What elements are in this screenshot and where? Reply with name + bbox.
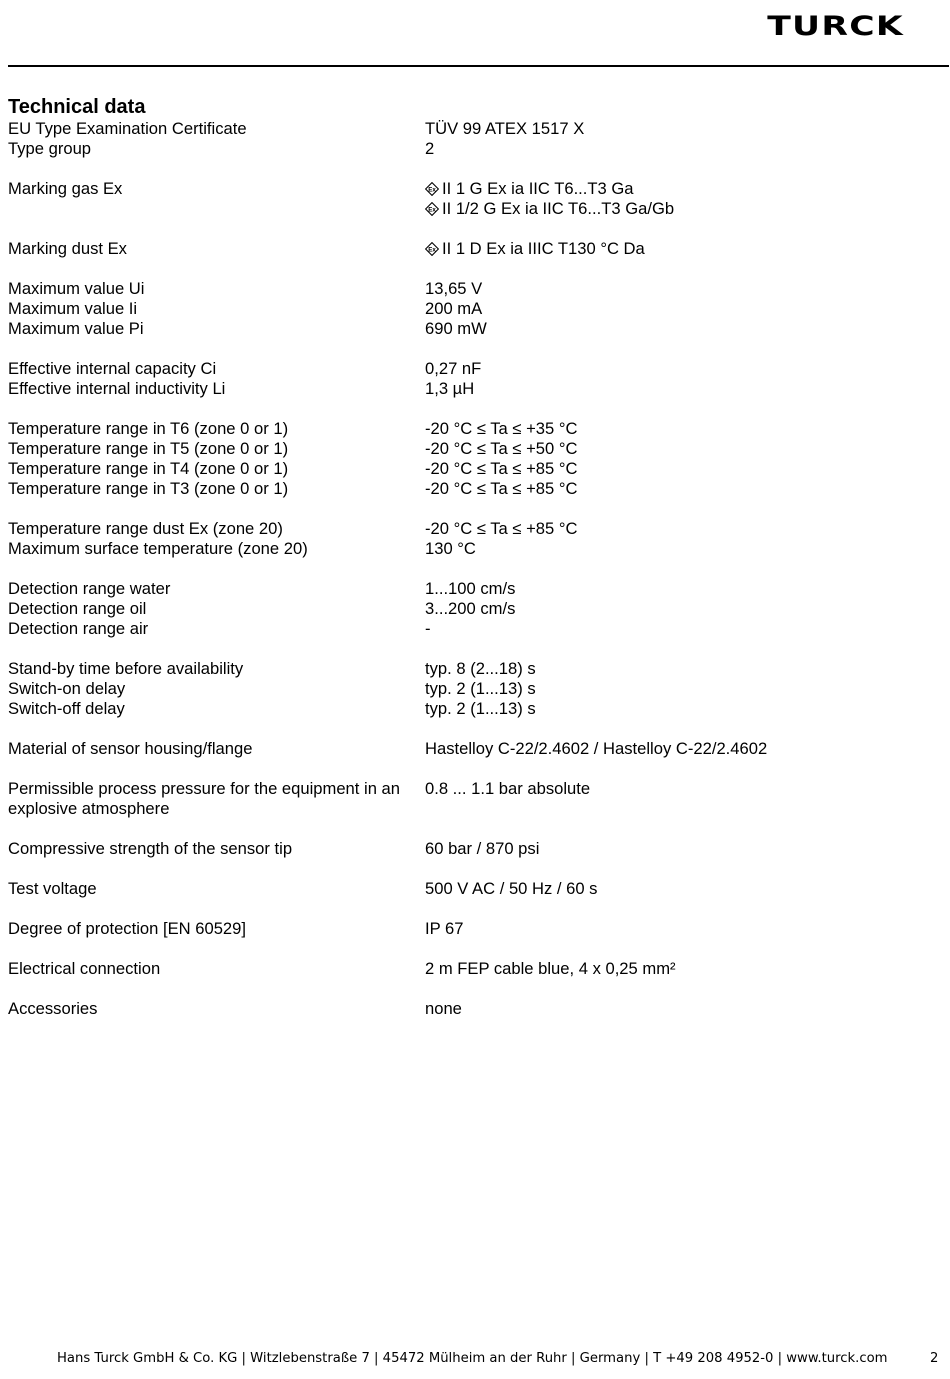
spec-value-text: 1,3 µH [425, 379, 475, 398]
spec-value-text: II 1 G Ex ia IIC T6...T3 Ga [442, 179, 634, 198]
spec-value [425, 619, 938, 639]
spec-value-text: none [425, 999, 462, 1018]
spec-value-line [425, 839, 938, 859]
spec-value-text: -20 °C ≤ Ta ≤ +35 °C [425, 419, 578, 438]
spec-row [8, 619, 938, 639]
spec-value [425, 239, 938, 259]
ex-marking-icon [425, 201, 439, 215]
spec-value-text: 500 V AC / 50 Hz / 60 s [425, 879, 598, 898]
spec-value [425, 419, 938, 439]
spec-label: Permissible process pressure for the equipment in an explosive atmosphere [8, 779, 400, 818]
spec-value [425, 659, 938, 679]
spec-value-text: typ. 8 (2...18) s [425, 659, 536, 678]
spec-row [8, 539, 938, 559]
page-header [0, 0, 950, 67]
spec-value-line [425, 679, 938, 699]
spec-row [8, 379, 938, 399]
spec-value-line [425, 279, 938, 299]
spec-row [8, 119, 938, 139]
spec-value-line [425, 519, 938, 539]
spec-label: EU Type Examination Certificate [8, 119, 247, 138]
spec-value-line [425, 659, 938, 679]
spec-row [8, 439, 938, 459]
spec-value [425, 279, 938, 299]
spec-row [8, 779, 938, 819]
spec-value-text: 0,27 nF [425, 359, 482, 378]
turck-logo: TURCK [767, 11, 904, 42]
spec-row [8, 519, 938, 539]
spec-row [8, 699, 938, 719]
spec-row [8, 299, 938, 319]
spec-value [425, 119, 938, 139]
spec-value-text: 60 bar / 870 psi [425, 839, 540, 858]
spec-label: Detection range air [8, 619, 149, 638]
spec-row [8, 659, 938, 679]
spec-row [8, 419, 938, 439]
spec-value-text: 3...200 cm/s [425, 599, 516, 618]
spec-row [8, 999, 938, 1019]
spec-value [425, 919, 938, 939]
spec-row [8, 359, 938, 379]
spec-label: Temperature range dust Ex (zone 20) [8, 519, 283, 538]
spec-value-line [425, 319, 938, 339]
spec-value-line [425, 139, 938, 159]
spec-value [425, 839, 938, 859]
spec-label: Electrical connection [8, 959, 161, 978]
spec-value-line [425, 179, 938, 199]
spec-label: Material of sensor housing/flange [8, 739, 253, 758]
technical-data-table [8, 119, 938, 1019]
spec-value [425, 959, 938, 979]
footer-company-info: Hans Turck GmbH & Co. KG | Witzlebenstraße 7 | 45472 Mülheim an der Ruhr | Germany | T +49 208 4952-0 | www.turck.com [57, 1351, 888, 1366]
spec-value [425, 999, 938, 1019]
spec-value-line [425, 599, 938, 619]
spec-row [8, 919, 938, 939]
spec-value-line [425, 379, 938, 399]
spec-value-line [425, 539, 938, 559]
spec-label: Switch-on delay [8, 679, 126, 698]
header-divider [8, 65, 949, 67]
spec-value-text: 1...100 cm/s [425, 579, 516, 598]
spec-value-text: typ. 2 (1...13) s [425, 699, 536, 718]
spec-label: Accessories [8, 999, 98, 1018]
spec-value [425, 479, 938, 499]
spec-row [8, 739, 938, 759]
spec-value [425, 179, 938, 219]
spec-value-line [425, 619, 938, 639]
spec-label: Type group [8, 139, 92, 158]
spec-value-line [425, 439, 938, 459]
spec-value-line [425, 479, 938, 499]
spec-row [8, 139, 938, 159]
spec-value-line [425, 779, 938, 799]
spec-value-line [425, 919, 938, 939]
spec-value-line [425, 739, 938, 759]
spec-label: Marking dust Ex [8, 239, 127, 258]
spec-label: Maximum value Ui [8, 279, 145, 298]
spec-value-line [425, 119, 938, 139]
spec-value [425, 299, 938, 319]
spec-label: Effective internal inductivity Li [8, 379, 226, 398]
spec-value-line [425, 199, 938, 219]
spec-label: Maximum surface temperature (zone 20) [8, 539, 308, 558]
page-number: 2 [930, 1351, 939, 1366]
spec-label: Effective internal capacity Ci [8, 359, 217, 378]
spec-value-text: -20 °C ≤ Ta ≤ +85 °C [425, 459, 578, 478]
spec-value-text: IP 67 [425, 919, 464, 938]
spec-value-text: 200 mA [425, 299, 483, 318]
spec-value-line [425, 959, 938, 979]
spec-label: Detection range oil [8, 599, 147, 618]
spec-label: Stand-by time before availability [8, 659, 244, 678]
spec-value [425, 779, 938, 819]
spec-value-line [425, 419, 938, 439]
spec-row [8, 239, 938, 259]
spec-row [8, 179, 938, 219]
spec-value-text: - [425, 619, 431, 638]
spec-row [8, 279, 938, 299]
spec-label: Maximum value Ii [8, 299, 138, 318]
spec-value [425, 739, 938, 759]
svg-text:Ex: Ex [428, 186, 436, 194]
spec-value-line [425, 699, 938, 719]
spec-value-text: 2 [425, 139, 435, 158]
spec-value [425, 319, 938, 339]
spec-value-text: 2 m FEP cable blue, 4 x 0,25 mm² [425, 959, 676, 978]
svg-text:Ex: Ex [428, 246, 436, 254]
spec-value-line [425, 879, 938, 899]
spec-value [425, 679, 938, 699]
spec-row [8, 579, 938, 599]
ex-marking-icon [425, 241, 439, 255]
spec-row [8, 319, 938, 339]
spec-value [425, 699, 938, 719]
spec-label: Temperature range in T4 (zone 0 or 1) [8, 459, 289, 478]
spec-value-text: -20 °C ≤ Ta ≤ +85 °C [425, 519, 578, 538]
spec-value-line [425, 359, 938, 379]
spec-value-text: typ. 2 (1...13) s [425, 679, 536, 698]
spec-value-line [425, 579, 938, 599]
spec-value-text: 13,65 V [425, 279, 483, 298]
spec-label: Test voltage [8, 879, 97, 898]
spec-value [425, 439, 938, 459]
spec-label: Maximum value Pi [8, 319, 144, 338]
spec-value [425, 879, 938, 899]
spec-label: Switch-off delay [8, 699, 125, 718]
spec-row [8, 959, 938, 979]
spec-label: Detection range water [8, 579, 171, 598]
spec-label: Marking gas Ex [8, 179, 123, 198]
spec-value [425, 519, 938, 539]
spec-value-line [425, 299, 938, 319]
spec-value-line [425, 459, 938, 479]
spec-value-text: II 1 D Ex ia IIIC T130 °C Da [442, 239, 645, 258]
spec-value [425, 379, 938, 399]
spec-row [8, 679, 938, 699]
spec-label: Temperature range in T3 (zone 0 or 1) [8, 479, 289, 498]
spec-value [425, 599, 938, 619]
spec-row [8, 599, 938, 619]
spec-row [8, 839, 938, 859]
spec-row [8, 459, 938, 479]
spec-value-text: Hastelloy C-22/2.4602 / Hastelloy C-22/2.4602 [425, 739, 768, 758]
page-title: Technical data [8, 96, 146, 118]
spec-value-text: 130 °C [425, 539, 476, 558]
spec-value [425, 139, 938, 159]
spec-value-line [425, 239, 938, 259]
spec-value [425, 539, 938, 559]
spec-value-text: -20 °C ≤ Ta ≤ +50 °C [425, 439, 578, 458]
spec-value-text: -20 °C ≤ Ta ≤ +85 °C [425, 479, 578, 498]
spec-label: Temperature range in T6 (zone 0 or 1) [8, 419, 289, 438]
spec-value-text: II 1/2 G Ex ia IIC T6...T3 Ga/Gb [442, 199, 675, 218]
spec-row [8, 479, 938, 499]
spec-value-line [425, 999, 938, 1019]
spec-value-text: TÜV 99 ATEX 1517 X [425, 119, 585, 138]
spec-row [8, 879, 938, 899]
spec-value [425, 359, 938, 379]
svg-text:Ex: Ex [428, 206, 436, 214]
spec-label: Degree of protection [EN 60529] [8, 919, 246, 938]
spec-value-text: 0.8 ... 1.1 bar absolute [425, 779, 591, 798]
spec-label: Temperature range in T5 (zone 0 or 1) [8, 439, 289, 458]
spec-value [425, 579, 938, 599]
spec-value-text: 690 mW [425, 319, 487, 338]
spec-value [425, 459, 938, 479]
ex-marking-icon [425, 181, 439, 195]
spec-label: Compressive strength of the sensor tip [8, 839, 293, 858]
